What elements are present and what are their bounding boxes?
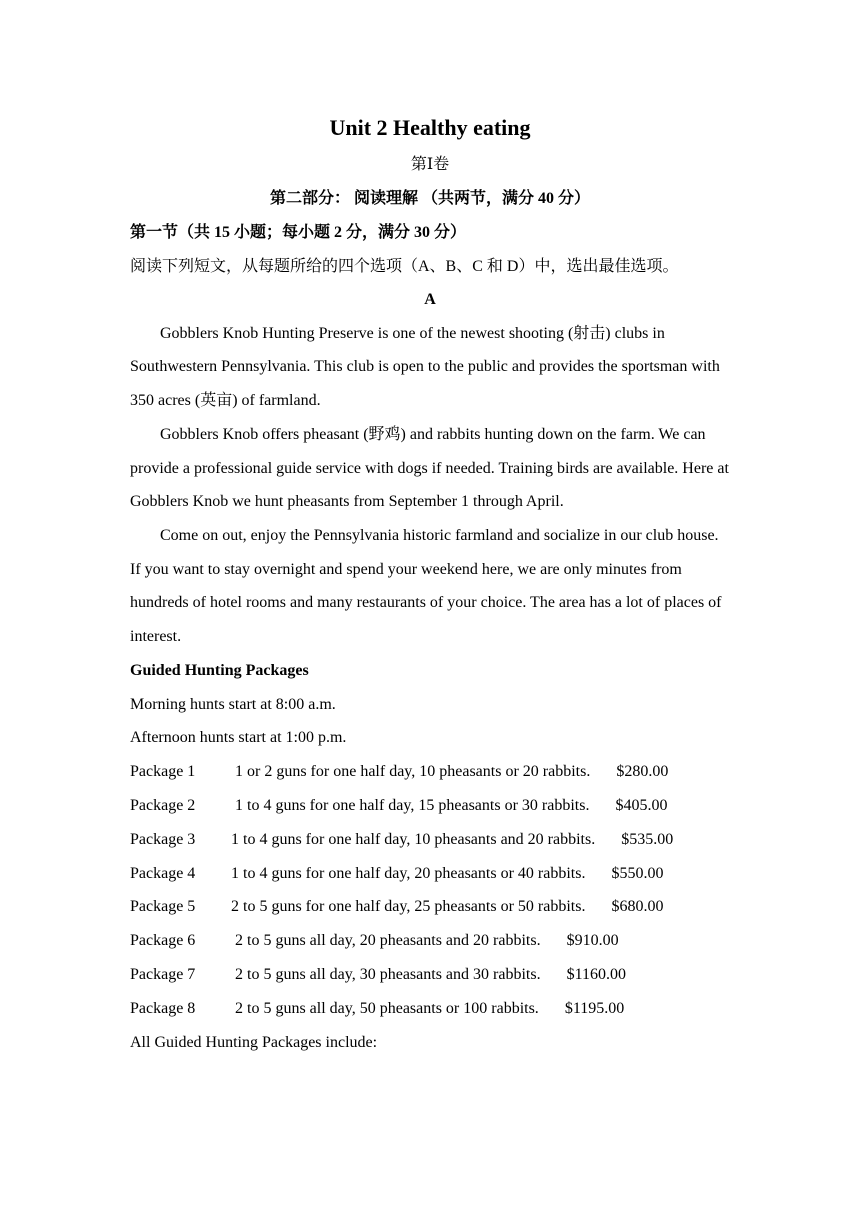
package-price: $910.00	[566, 932, 619, 950]
packages-heading: Guided Hunting Packages	[130, 661, 309, 679]
package-name: Package 3	[130, 830, 196, 848]
package-description: 1 to 4 guns for one half day, 20 pheasants or 40 rabbits.	[231, 864, 586, 882]
package-description: 2 to 5 guns all day, 20 pheasants and 20 rabbits.	[235, 932, 541, 950]
section-heading: 第一节（共 15 小题；每小题 2 分，满分 30 分）	[130, 224, 467, 241]
package-description: 2 to 5 guns for one half day, 25 pheasants or 50 rabbits.	[231, 898, 586, 916]
package-description: 2 to 5 guns all day, 30 pheasants and 30 rabbits.	[235, 965, 541, 983]
package-price: $280.00	[616, 763, 669, 781]
package-description: 1 to 4 guns for one half day, 15 pheasants or 30 rabbits.	[235, 797, 590, 814]
package-price: $680.00	[611, 898, 664, 916]
passage-paragraph-2: Gobblers Knob offers pheasant (野鸡) and rabbits hunting down on the farm. We can provide a professional guide service with dogs if needed. Training birds are available. Here at Gobblers Knob we hunt pheasants from September 1 through April.	[130, 425, 729, 511]
passage-paragraph-1: Gobblers Knob Hunting Preserve is one of the newest shooting (射击) clubs in Southwestern Pennsylvania. This club is open to the public and provides the sportsman with 350 acres (英亩) of farmland.	[130, 324, 720, 410]
passage-paragraph-3: Come on out, enjoy the Pennsylvania historic farmland and socialize in our club house. If you want to stay overnight and spend your weekend here, we are only minutes from hundreds of hotel rooms and many restaurants of your choice. The area has a lot of places of interest.	[130, 527, 722, 646]
package-row	[130, 789, 730, 823]
passage-label: A	[424, 291, 436, 309]
package-description: 2 to 5 guns all day, 50 pheasants or 100 rabbits.	[235, 999, 539, 1017]
package-description: 1 to 4 guns for one half day, 10 pheasants and 20 rabbits.	[231, 830, 596, 848]
packages-include-text: All Guided Hunting Packages include:	[130, 1033, 378, 1051]
afternoon-hunts-text: Afternoon hunts start at 1:00 p.m.	[130, 729, 347, 747]
package-description: 1 or 2 guns for one half day, 10 pheasants or 20 rabbits.	[235, 763, 591, 781]
package-name: Package 5	[130, 898, 196, 916]
document-page	[130, 108, 730, 1059]
package-name: Package 4	[130, 864, 196, 882]
package-price: $1195.00	[564, 999, 625, 1017]
page-title: Unit 2 Healthy eating	[329, 115, 531, 140]
package-price: $535.00	[621, 830, 674, 848]
morning-hunts-text: Morning hunts start at 8:00 a.m.	[130, 695, 336, 713]
package-row	[130, 823, 730, 857]
part-heading: 第二部分： 阅读理解 （共两节，满分 40 分）	[269, 190, 590, 207]
volume-heading: 第Ⅰ卷	[410, 156, 450, 173]
package-name: Package 6	[130, 932, 196, 950]
package-price: $550.00	[611, 864, 664, 882]
package-row	[130, 958, 730, 992]
package-row	[130, 890, 730, 924]
package-name: Package 8	[130, 999, 196, 1017]
package-row	[130, 992, 730, 1026]
package-name: Package 1	[130, 763, 196, 781]
package-row	[130, 924, 730, 958]
package-price: $1160.00	[566, 965, 626, 983]
package-name: Package 7	[130, 965, 196, 983]
package-row	[130, 857, 730, 891]
package-price: $405.00	[615, 797, 668, 814]
instruction-text: 阅读下列短文，从每题所给的四个选项（A、B、C 和 D）中，选出最佳选项。	[130, 257, 679, 275]
package-row	[130, 755, 730, 789]
package-name: Package 2	[130, 797, 196, 814]
